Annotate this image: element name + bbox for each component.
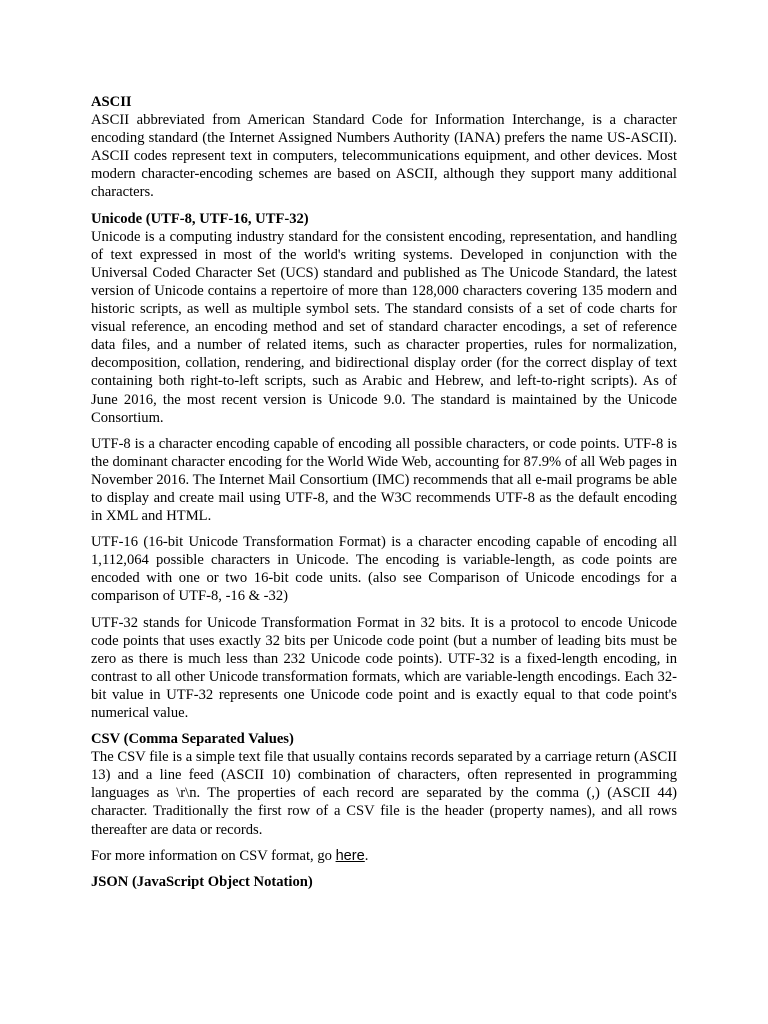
ascii-section: [91, 93, 677, 202]
ascii-heading: ASCII: [91, 94, 132, 110]
ascii-paragraph: ASCII abbreviated from American Standard Code for Information Interchange, is a character encoding standard (the Internet Assigned Numbers Authority (IANA) prefers the name US-ASCII). ASCII codes represent text in computers, telecommunications equipment, and other devices. Most modern character-encoding schemes are based on ASCII, although they support many additional characters.: [91, 112, 677, 201]
unicode-section: [91, 210, 677, 723]
document-page: [91, 93, 677, 891]
csv-more-info: [91, 847, 677, 865]
json-section: [91, 873, 677, 891]
csv-paragraph: The CSV file is a simple text file that usually contains records separated by a carriage return (ASCII 13) and a line feed (ASCII 10) combination of characters, often represented in programming languages as \r\n. The properties of each record are separated by the comma (,) (ASCII 44) character. Traditionally the first row of a CSV file is the header (property names), and all rows thereafter are data or records.: [91, 749, 677, 838]
csv-section: [91, 730, 677, 865]
utf8-paragraph: UTF-8 is a character encoding capable of encoding all possible characters, or code points. UTF-8 is the dominant character encoding for the World Wide Web, accounting for 87.9% of all Web pages in November 2016. The Internet Mail Consortium (IMC) recommends that all e-mail programs be able to display and create mail using UTF-8, and the W3C recommends UTF-8 as the default encoding in XML and HTML.: [91, 435, 677, 525]
csv-more-info-link[interactable]: here: [335, 847, 365, 864]
json-heading: JSON (JavaScript Object Notation): [91, 873, 313, 890]
csv-heading: CSV (Comma Separated Values): [91, 731, 294, 748]
unicode-paragraph: Unicode is a computing industry standard for the consistent encoding, representation, and handling of text expressed in most of the world's writing systems. Developed in conjunction with the Universal Coded Character Set (UCS) standard and published as The Unicode Standard, the latest version of Unicode contains a repertoire of more than 128,000 characters covering 135 modern and historic scripts, as well as multiple symbol sets. The standard consists of a set of code charts for visual reference, an encoding method and set of standard character encodings, a set of reference data files, and a number of related items, such as character properties, rules for normalization, decomposition, collation, rendering, and bidirectional display order (for the correct display of text containing both right-to-left scripts, such as Arabic and Hebrew, and left-to-right scripts). As of June 2016, the most recent version is Unicode 9.0. The standard is maintained by the Unicode Consortium.: [91, 228, 677, 426]
csv-more-info-suffix: .: [364, 847, 369, 864]
utf32-paragraph: UTF-32 stands for Unicode Transformation Format in 32 bits. It is a protocol to encode Unicode code points that uses exactly 32 bits per Unicode code point (but a number of leading bits must be zero as there is much less than 232 Unicode code points). UTF-32 is a fixed-length encoding, in contrast to all other Unicode transformation formats, which are variable-length encodings. Each 32-bit value in UTF-32 represents one Unicode code point and is exactly equal to that code point's numerical value.: [91, 614, 677, 721]
utf16-paragraph: UTF-16 (16-bit Unicode Transformation Format) is a character encoding capable of encoding all 1,112,064 possible characters in Unicode. The encoding is variable-length, as code points are encoded with one or two 16-bit code units. (also see Comparison of Unicode encodings for a comparison of UTF-8, -16 & -32): [91, 534, 677, 605]
unicode-heading: Unicode (UTF-8, UTF-16, UTF-32): [91, 210, 309, 227]
csv-more-info-text: For more information on CSV format, go: [91, 847, 336, 864]
